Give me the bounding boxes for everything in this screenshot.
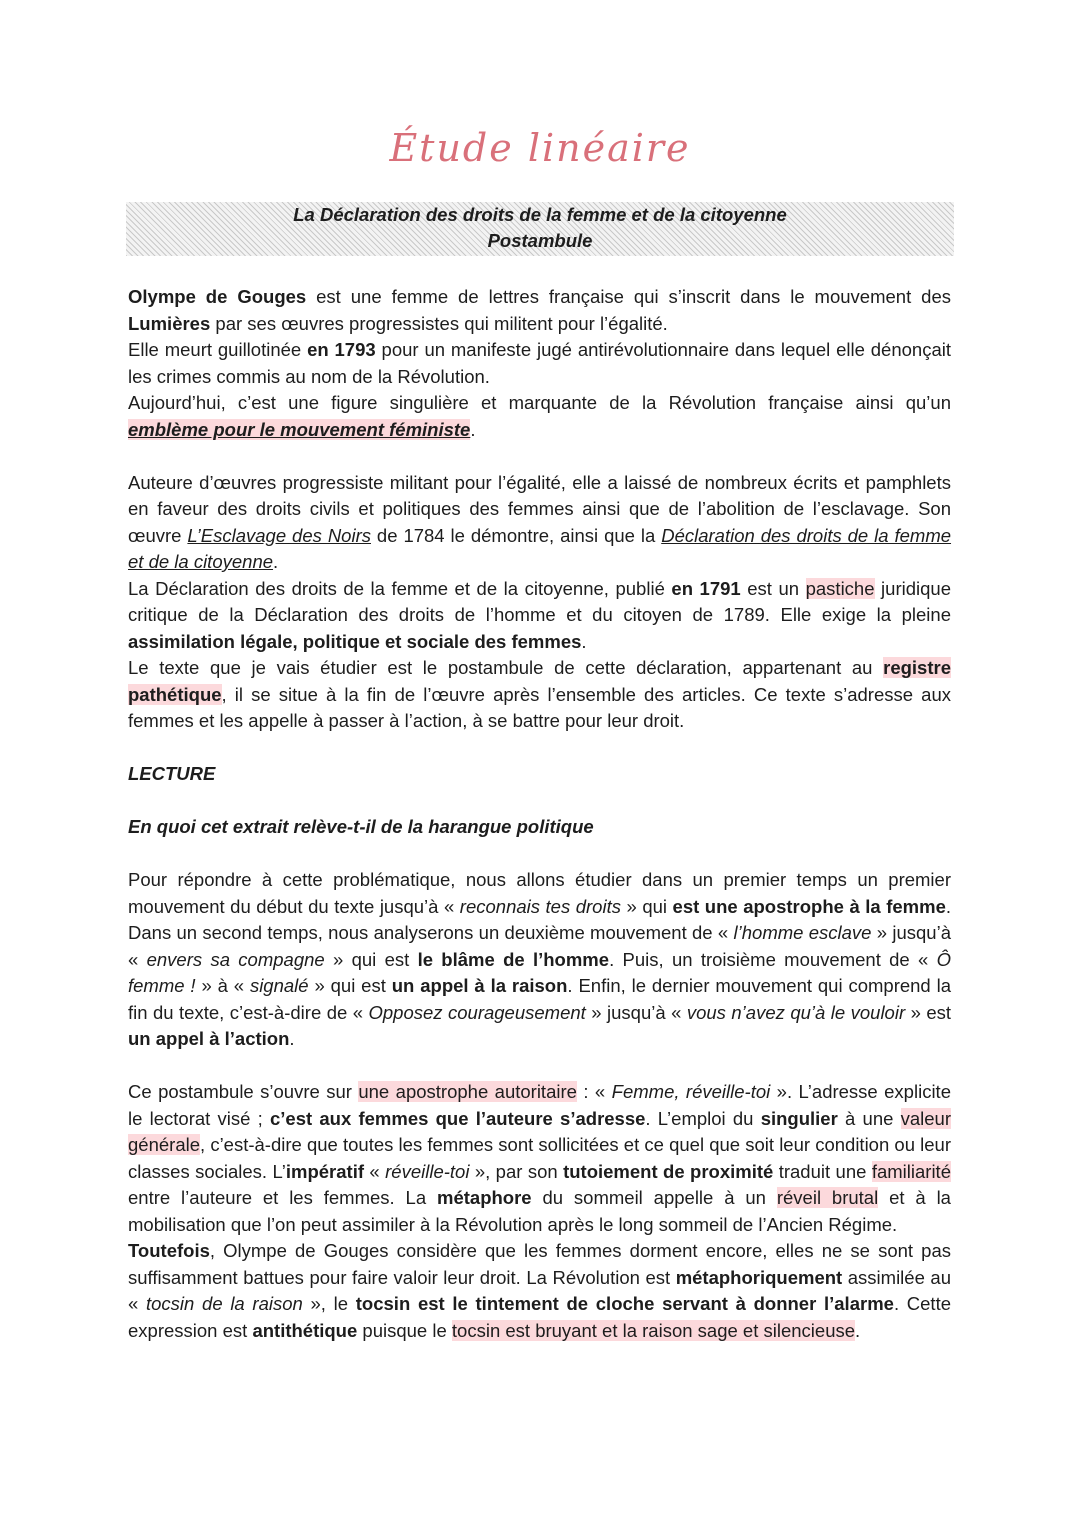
lecture-heading: LECTURE [128,763,216,784]
reveil-brutal-highlight: réveil brutal [776,1187,879,1208]
work-esclavage: L’Esclavage des Noirs [187,524,371,546]
assimilation: assimilation légale, politique et sociale des femmes [128,630,582,652]
pastiche-highlight: pastiche [805,577,875,599]
problematique: En quoi cet extrait relève-t-il de la harangue politique [128,816,594,837]
context-paragraph: Auteure d’œuvres progressiste militant pour l’égalité, elle a laissé de nombreux écrits et pamphlets en faveur des droits civils et politiques des femmes ainsi que de l’abolition de l’esclavage. Son œuvre L’Esclavage des Noirs de 1784 le démontre, ainsi que la Déclaration des droits de la femme et de la citoyenne. La Déclaration des droits de la femme et de la citoyenne, publié en 1791 est un pastiche juridique critique de la Déclaration des droits de l’homme et du citoyen de 1789. Elle exige la pleine assimilation légale, politique et sociale des femmes. Le texte que je vais étudier est le postambule de cette déclaration, appartenant au registre pathétique, il se situe à la fin de l’œuvre après l’ensemble des articles. Ce texte s’adresse aux femmes et les appelle à passer à l’action, à se battre pour leur droit. [128,471,952,731]
banner-work-title: La Déclaration des droits de la femme et de la citoyenne [293,204,787,225]
work-declaration: Déclaration des droits de la femme et de la citoyenne [128,524,952,572]
author-name: Olympe de Gouges [128,286,307,307]
document-body [128,284,951,1344]
title-banner [126,202,954,256]
tocsin-highlight: tocsin est bruyant et la raison sage et silencieuse [451,1319,856,1341]
apostrophe-highlight: une apostrophe autoritaire [358,1081,577,1102]
page-title: Étude linéaire [389,126,691,170]
valeur-generale-highlight: valeur générale [128,1107,951,1155]
registre-highlight: registre pathétique [128,657,951,705]
banner-section-title: Postambule [487,230,593,251]
intro-paragraph: Olympe de Gouges est une femme de lettres française qui s’inscrit dans le mouvement des Lumières par ses œuvres progressistes qui militent pour l’égalité. Elle meurt guillotinée en 1793 pour un manifeste jugé antirévolutionnaire dans lequel elle dénonçait les crimes commis au nom de la Révolution. Aujourd’hui, c’est une figure singulière et marquante de la Révolution française ainsi qu’un emblème pour le mouvement féministe. [128,286,952,440]
plan-paragraph: Pour répondre à cette problématique, nous allons étudier dans un premier temps un premier mouvement du début du texte jusqu’à « reconnais tes droits » qui est une apostrophe à la femme. Dans un second temps, nous analyserons un deuxième mouvement de « l’homme esclave » jusqu’à « envers sa compagne » qui est le blâme de l’homme. Puis, un troisième mouvement de « Ô femme ! » à « signalé » qui est un appel à la raison. Enfin, le dernier mouvement qui comprend la fin du texte, c’est-à-dire de « Opposez courageusement » jusqu’à « vous n’avez qu’à le vouloir » est un appel à l’action. [128,869,952,1049]
death-year: en 1793 [307,339,376,360]
analysis-paragraph: Ce postambule s’ouvre sur une apostrophe autoritaire : « Femme, réveille-toi ». L’adresse explicite le lectorat visé ; c’est aux femmes que l’auteure s’adresse. L’emploi du singulier à une valeur générale, c’est-à-dire que toutes les femmes sont sollicitées et ce quel que soit leur condition ou leur classes sociales. L’impératif « réveille-toi », par son tutoiement de proximité traduit une familiarité entre l’auteure et les femmes. La métaphore du sommeil appelle à un réveil brutal et à la mobilisation que l’on peut assimiler à la Révolution après le long sommeil de l’Ancien Régime. Toutefois, Olympe de Gouges considère que les femmes dorment encore, elles ne se sont pas suffisamment battues pour faire valoir leur droit. La Révolution est métaphoriquement assimilée au « tocsin de la raison », le tocsin est le tintement de cloche servant à donner l’alarme. Cette expression est antithétique puisque le tocsin est bruyant et la raison sage et silencieuse. [128,1081,951,1341]
publication-year: en 1791 [671,577,741,599]
familiarite-highlight: familiarité [871,1160,951,1182]
lumieres: Lumières [128,312,211,334]
emblem-highlight: emblème pour le mouvement féministe [128,418,471,440]
